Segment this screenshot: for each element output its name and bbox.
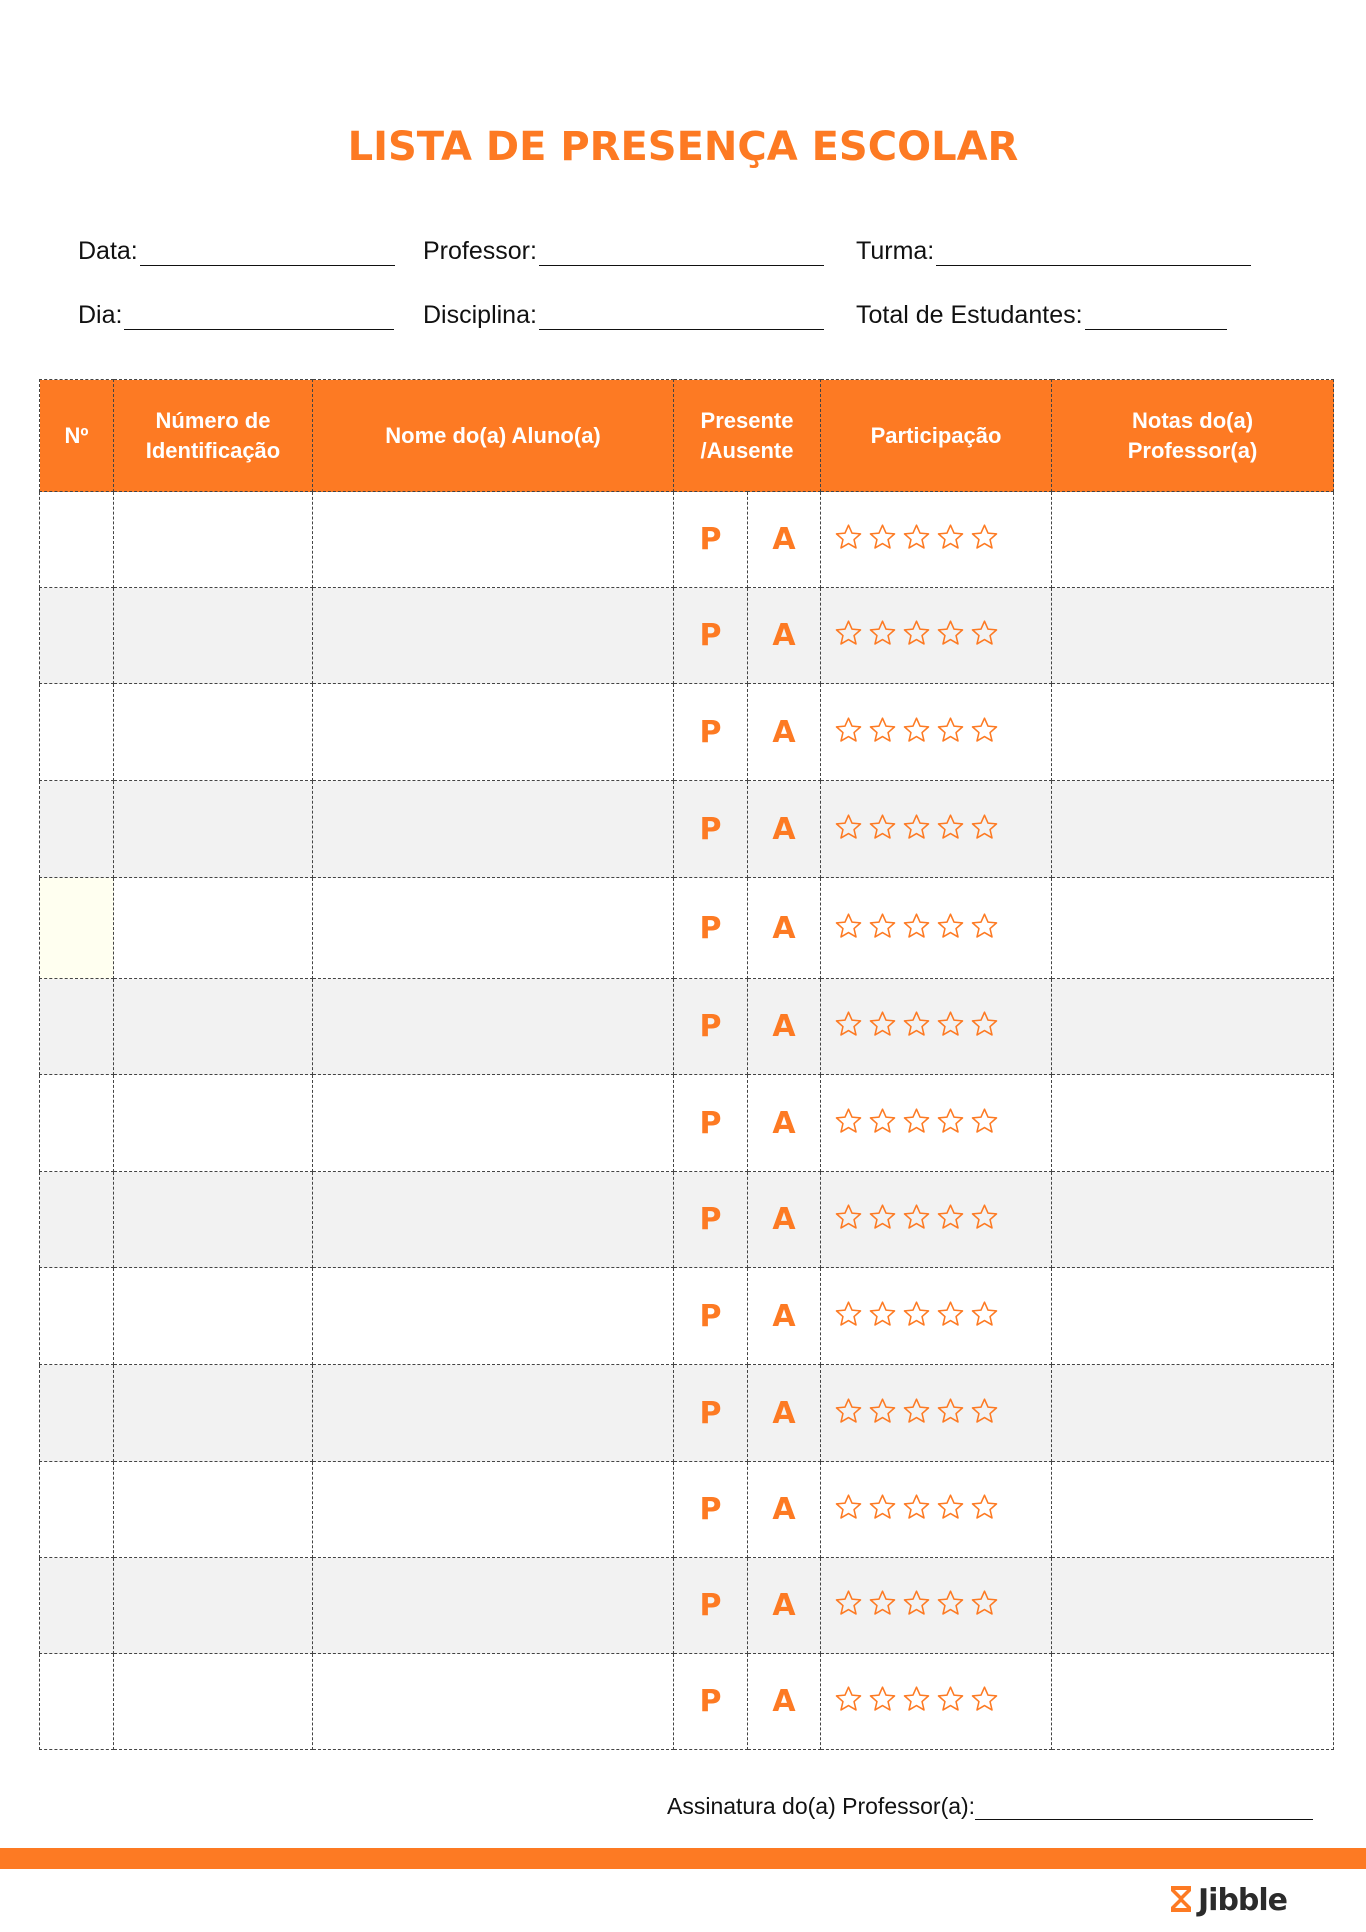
- cell-teacher-notes[interactable]: [1052, 781, 1334, 878]
- cell-teacher-notes[interactable]: [1052, 1558, 1334, 1654]
- star-outline-icon[interactable]: [832, 522, 865, 557]
- present-option[interactable]: P: [674, 781, 748, 878]
- star-outline-icon[interactable]: [968, 1106, 1001, 1141]
- present-option[interactable]: P: [674, 1365, 748, 1462]
- cell-teacher-notes[interactable]: [1052, 1172, 1334, 1268]
- table-row: [40, 979, 1334, 1075]
- star-outline-icon[interactable]: [968, 1396, 1001, 1431]
- header-id: Número de Identificação: [114, 380, 313, 492]
- cell-number[interactable]: [40, 684, 114, 781]
- star-outline-icon[interactable]: [968, 1492, 1001, 1527]
- participation-rating[interactable]: [821, 1075, 1052, 1172]
- cell-id[interactable]: [114, 492, 313, 588]
- table-row: [40, 1172, 1334, 1268]
- cell-teacher-notes[interactable]: [1052, 1365, 1334, 1462]
- footer-accent-bar: [0, 1848, 1366, 1869]
- absent-option[interactable]: A: [748, 1172, 821, 1268]
- present-option[interactable]: P: [674, 1654, 748, 1750]
- present-option[interactable]: P: [674, 878, 748, 979]
- cell-teacher-notes[interactable]: [1052, 1268, 1334, 1365]
- cell-id[interactable]: [114, 1462, 313, 1558]
- class-input-line[interactable]: [936, 245, 1251, 266]
- absent-option[interactable]: A: [748, 878, 821, 979]
- cell-number[interactable]: [40, 1654, 114, 1750]
- star-outline-icon[interactable]: [968, 911, 1001, 946]
- cell-teacher-notes[interactable]: [1052, 1462, 1334, 1558]
- table-row: [40, 878, 1334, 979]
- star-outline-icon[interactable]: [832, 1009, 865, 1044]
- star-outline-icon[interactable]: [900, 1492, 933, 1527]
- header-teacher-notes: Notas do(a) Professor(a): [1052, 380, 1334, 492]
- star-outline-icon[interactable]: [900, 812, 933, 847]
- star-outline-icon[interactable]: [934, 1684, 967, 1719]
- star-outline-icon[interactable]: [900, 1202, 933, 1237]
- star-outline-icon[interactable]: [900, 911, 933, 946]
- total-students-field[interactable]: [856, 301, 1227, 330]
- star-outline-icon[interactable]: [866, 1009, 899, 1044]
- star-outline-icon[interactable]: [968, 715, 1001, 750]
- header-student-name: Nome do(a) Aluno(a): [313, 380, 674, 492]
- cell-teacher-notes[interactable]: [1052, 1654, 1334, 1750]
- present-option[interactable]: P: [674, 979, 748, 1075]
- star-outline-icon[interactable]: [934, 1396, 967, 1431]
- absent-option[interactable]: A: [748, 1654, 821, 1750]
- cell-id[interactable]: [114, 588, 313, 684]
- star-outline-icon[interactable]: [968, 1009, 1001, 1044]
- absent-option[interactable]: A: [748, 979, 821, 1075]
- star-outline-icon[interactable]: [934, 911, 967, 946]
- cell-teacher-notes[interactable]: [1052, 684, 1334, 781]
- subject-input-line[interactable]: [539, 309, 824, 330]
- star-outline-icon[interactable]: [866, 1684, 899, 1719]
- star-outline-icon[interactable]: [866, 1299, 899, 1334]
- star-outline-icon[interactable]: [832, 1106, 865, 1141]
- cell-number[interactable]: [40, 588, 114, 684]
- star-outline-icon[interactable]: [934, 1492, 967, 1527]
- signature-input-line[interactable]: [975, 1799, 1313, 1820]
- star-outline-icon[interactable]: [968, 1299, 1001, 1334]
- class-label: Turma:: [856, 237, 935, 265]
- cell-teacher-notes[interactable]: [1052, 492, 1334, 588]
- cell-student-name[interactable]: [313, 1172, 674, 1268]
- table-row: [40, 1558, 1334, 1654]
- cell-number[interactable]: [40, 1365, 114, 1462]
- star-outline-icon[interactable]: [866, 1588, 899, 1623]
- table-row: [40, 1075, 1334, 1172]
- star-outline-icon[interactable]: [934, 1106, 967, 1141]
- table-header-row: [40, 380, 1334, 492]
- cell-id[interactable]: [114, 1172, 313, 1268]
- cell-number[interactable]: [40, 878, 114, 979]
- date-label: Data:: [78, 237, 138, 265]
- cell-student-name[interactable]: [313, 1365, 674, 1462]
- star-outline-icon[interactable]: [832, 812, 865, 847]
- present-option[interactable]: P: [674, 1558, 748, 1654]
- participation-rating[interactable]: [821, 492, 1052, 588]
- present-option[interactable]: P: [674, 1462, 748, 1558]
- participation-rating[interactable]: [821, 781, 1052, 878]
- star-outline-icon[interactable]: [832, 1492, 865, 1527]
- participation-rating[interactable]: [821, 979, 1052, 1075]
- star-outline-icon[interactable]: [832, 1588, 865, 1623]
- cell-teacher-notes[interactable]: [1052, 878, 1334, 979]
- star-outline-icon[interactable]: [866, 1396, 899, 1431]
- star-outline-icon[interactable]: [968, 618, 1001, 653]
- absent-option[interactable]: A: [748, 492, 821, 588]
- star-outline-icon[interactable]: [832, 911, 865, 946]
- star-outline-icon[interactable]: [934, 522, 967, 557]
- cell-teacher-notes[interactable]: [1052, 979, 1334, 1075]
- absent-option[interactable]: A: [748, 1365, 821, 1462]
- star-outline-icon[interactable]: [934, 812, 967, 847]
- star-outline-icon[interactable]: [832, 1396, 865, 1431]
- star-outline-icon[interactable]: [900, 715, 933, 750]
- participation-rating[interactable]: [821, 588, 1052, 684]
- cell-teacher-notes[interactable]: [1052, 1075, 1334, 1172]
- day-field[interactable]: [78, 301, 394, 330]
- total-students-label: Total de Estudantes:: [856, 301, 1083, 329]
- cell-student-name[interactable]: [313, 684, 674, 781]
- day-input-line[interactable]: [124, 309, 394, 330]
- present-option[interactable]: P: [674, 1172, 748, 1268]
- cell-number[interactable]: [40, 492, 114, 588]
- cell-id[interactable]: [114, 684, 313, 781]
- star-outline-icon[interactable]: [934, 1009, 967, 1044]
- total-students-input-line[interactable]: [1085, 309, 1227, 330]
- star-outline-icon[interactable]: [900, 1106, 933, 1141]
- cell-id[interactable]: [114, 979, 313, 1075]
- table-row: [40, 1654, 1334, 1750]
- participation-rating[interactable]: [821, 1558, 1052, 1654]
- star-outline-icon[interactable]: [900, 618, 933, 653]
- star-outline-icon[interactable]: [900, 1684, 933, 1719]
- attendance-table: [39, 379, 1334, 1750]
- star-outline-icon[interactable]: [900, 1009, 933, 1044]
- cell-student-name[interactable]: [313, 1462, 674, 1558]
- cell-student-name[interactable]: [313, 588, 674, 684]
- class-field[interactable]: [856, 237, 1251, 266]
- cell-id[interactable]: [114, 1365, 313, 1462]
- cell-student-name[interactable]: [313, 781, 674, 878]
- participation-rating[interactable]: [821, 1172, 1052, 1268]
- teacher-signature-field[interactable]: [667, 1793, 1313, 1820]
- star-outline-icon[interactable]: [866, 522, 899, 557]
- teacher-field[interactable]: [423, 237, 824, 266]
- participation-rating[interactable]: [821, 1462, 1052, 1558]
- cell-student-name[interactable]: [313, 1075, 674, 1172]
- cell-teacher-notes[interactable]: [1052, 588, 1334, 684]
- day-label: Dia:: [78, 301, 123, 329]
- table-row: [40, 588, 1334, 684]
- star-outline-icon[interactable]: [866, 911, 899, 946]
- brand-name: Jibble: [1198, 1883, 1288, 1918]
- table-row: [40, 1268, 1334, 1365]
- teacher-input-line[interactable]: [539, 245, 824, 266]
- star-outline-icon[interactable]: [900, 1396, 933, 1431]
- absent-option[interactable]: A: [748, 1558, 821, 1654]
- cell-id[interactable]: [114, 1558, 313, 1654]
- subject-field[interactable]: [423, 301, 824, 330]
- cell-number[interactable]: [40, 781, 114, 878]
- present-option[interactable]: P: [674, 588, 748, 684]
- cell-number[interactable]: [40, 1462, 114, 1558]
- absent-option[interactable]: A: [748, 1268, 821, 1365]
- cell-id[interactable]: [114, 878, 313, 979]
- star-outline-icon[interactable]: [866, 715, 899, 750]
- star-outline-icon[interactable]: [832, 618, 865, 653]
- star-outline-icon[interactable]: [832, 1684, 865, 1719]
- cell-student-name[interactable]: [313, 1268, 674, 1365]
- absent-option[interactable]: A: [748, 781, 821, 878]
- cell-student-name[interactable]: [313, 979, 674, 1075]
- hourglass-icon: [1170, 1885, 1192, 1917]
- header-number: Nº: [40, 380, 114, 492]
- page-title: LISTA DE PRESENÇA ESCOLAR: [347, 124, 1019, 170]
- star-outline-icon[interactable]: [866, 618, 899, 653]
- brand-logo: [1170, 1883, 1287, 1918]
- star-outline-icon[interactable]: [832, 1299, 865, 1334]
- participation-rating[interactable]: [821, 1654, 1052, 1750]
- star-outline-icon[interactable]: [968, 1684, 1001, 1719]
- cell-number[interactable]: [40, 1172, 114, 1268]
- cell-number[interactable]: [40, 979, 114, 1075]
- star-outline-icon[interactable]: [968, 522, 1001, 557]
- star-outline-icon[interactable]: [968, 1202, 1001, 1237]
- date-field[interactable]: [78, 237, 395, 266]
- star-outline-icon[interactable]: [968, 1588, 1001, 1623]
- participation-rating[interactable]: [821, 684, 1052, 781]
- star-outline-icon[interactable]: [866, 1492, 899, 1527]
- cell-id[interactable]: [114, 1654, 313, 1750]
- absent-option[interactable]: A: [748, 1462, 821, 1558]
- star-outline-icon[interactable]: [900, 522, 933, 557]
- table-row: [40, 1365, 1334, 1462]
- teacher-label: Professor:: [423, 237, 537, 265]
- table-row: [40, 684, 1334, 781]
- present-option[interactable]: P: [674, 1268, 748, 1365]
- cell-student-name[interactable]: [313, 1654, 674, 1750]
- cell-id[interactable]: [114, 1075, 313, 1172]
- header-present-absent: Presente /Ausente: [674, 380, 821, 492]
- table-row: [40, 781, 1334, 878]
- present-option[interactable]: P: [674, 1075, 748, 1172]
- star-outline-icon[interactable]: [934, 1299, 967, 1334]
- star-outline-icon[interactable]: [968, 812, 1001, 847]
- date-input-line[interactable]: [140, 245, 395, 266]
- cell-student-name[interactable]: [313, 492, 674, 588]
- star-outline-icon[interactable]: [900, 1588, 933, 1623]
- cell-number[interactable]: [40, 1268, 114, 1365]
- table-row: [40, 1462, 1334, 1558]
- star-outline-icon[interactable]: [934, 715, 967, 750]
- present-option[interactable]: P: [674, 684, 748, 781]
- signature-label: Assinatura do(a) Professor(a):: [667, 1793, 976, 1819]
- star-outline-icon[interactable]: [866, 812, 899, 847]
- absent-option[interactable]: A: [748, 1075, 821, 1172]
- star-outline-icon[interactable]: [866, 1202, 899, 1237]
- participation-rating[interactable]: [821, 1268, 1052, 1365]
- star-outline-icon[interactable]: [934, 1588, 967, 1623]
- header-participation: Participação: [821, 380, 1052, 492]
- star-outline-icon[interactable]: [934, 618, 967, 653]
- star-outline-icon[interactable]: [900, 1299, 933, 1334]
- star-outline-icon[interactable]: [934, 1202, 967, 1237]
- participation-rating[interactable]: [821, 878, 1052, 979]
- absent-option[interactable]: A: [748, 684, 821, 781]
- cell-student-name[interactable]: [313, 1558, 674, 1654]
- present-option[interactable]: P: [674, 492, 748, 588]
- participation-rating[interactable]: [821, 1365, 1052, 1462]
- cell-id[interactable]: [114, 781, 313, 878]
- cell-id[interactable]: [114, 1268, 313, 1365]
- cell-student-name[interactable]: [313, 878, 674, 979]
- absent-option[interactable]: A: [748, 588, 821, 684]
- table-row: [40, 492, 1334, 588]
- star-outline-icon[interactable]: [866, 1106, 899, 1141]
- star-outline-icon[interactable]: [832, 715, 865, 750]
- cell-number[interactable]: [40, 1558, 114, 1654]
- cell-number[interactable]: [40, 1075, 114, 1172]
- subject-label: Disciplina:: [423, 301, 537, 329]
- star-outline-icon[interactable]: [832, 1202, 865, 1237]
